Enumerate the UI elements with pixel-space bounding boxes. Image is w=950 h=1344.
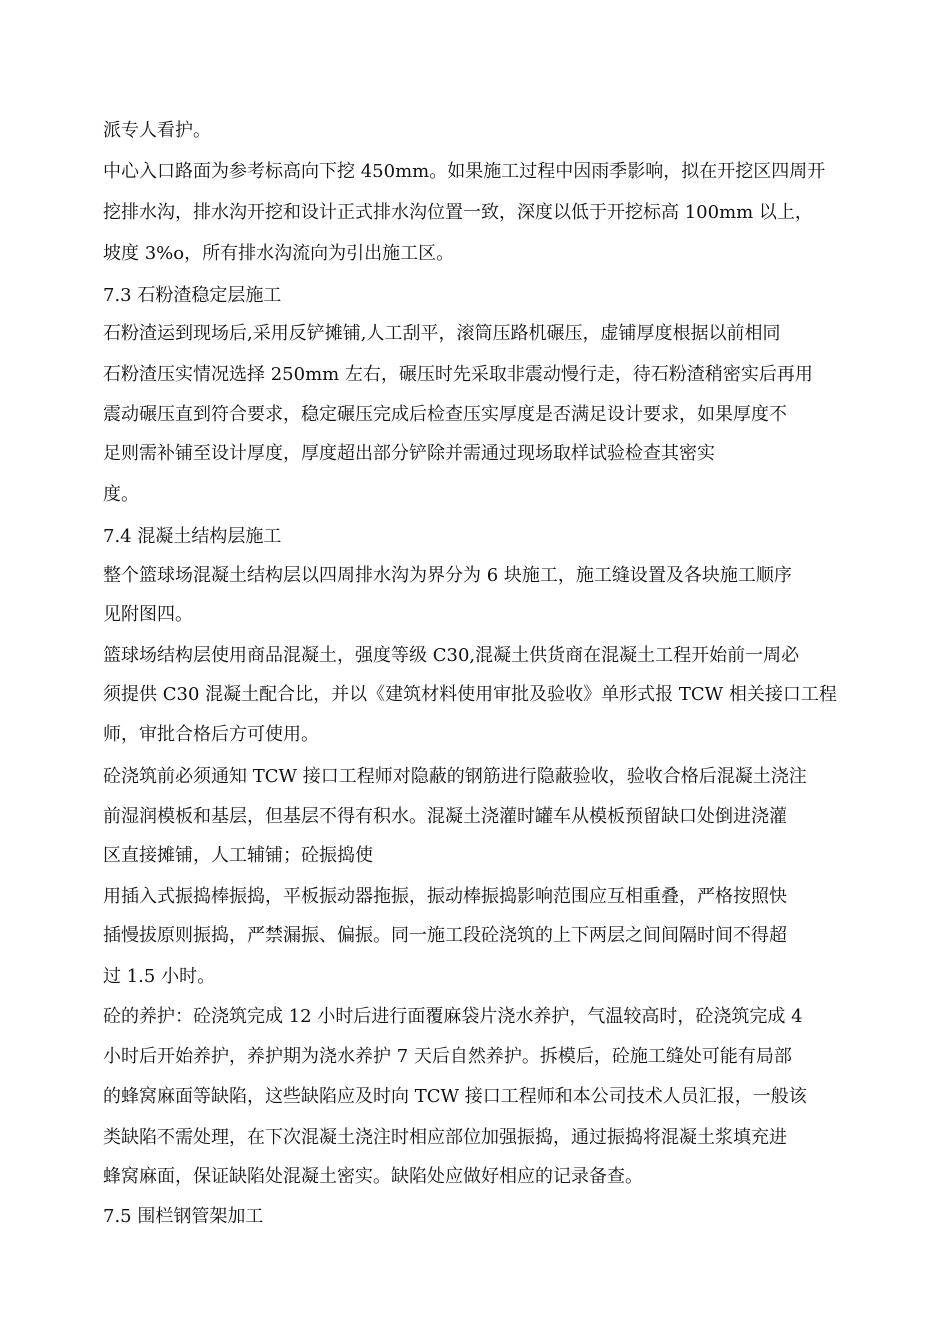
body-text-line: 石粉渣运到现场后,采用反铲摊铺,人工刮平，滚筒压路机碾压，虚铺厚度根据以前相同 [103,323,781,344]
section-heading: 7.3 石粉渣稳定层施工 [103,285,282,306]
body-text-line: 派专人看护。 [103,120,211,141]
body-text-line: 砼浇筑前必须通知 TCW 接口工程师对隐蔽的钢筋进行隐蔽验收，验收合格后混凝土浇注 [103,766,807,787]
body-text-line: 师，审批合格后方可使用。 [103,724,319,745]
body-text-line: 整个篮球场混凝土结构层以四周排水沟为界分为 6 块施工，施工缝设置及各块施工顺序 [103,565,792,586]
body-text-line: 蜂窝麻面，保证缺陷处混凝土密实。缺陷处应做好相应的记录备查。 [103,1166,643,1187]
body-text-line: 类缺陷不需处理，在下次混凝土浇注时相应部位加强振捣，通过振捣将混凝土浆填充进 [103,1127,787,1148]
body-text-line: 的蜂窝麻面等缺陷，这些缺陷应及时向 TCW 接口工程师和本公司技术人员汇报，一般该 [103,1086,807,1107]
body-text-line: 坡度 3%o，所有排水沟流向为引出施工区。 [103,243,455,264]
section-heading: 7.5 围栏钢管架加工 [103,1206,264,1227]
body-text-line: 见附图四。 [103,604,193,625]
body-text-line: 前湿润模板和基层，但基层不得有积水。混凝土浇灌时罐车从模板预留缺口处倒进浇灌 [103,806,787,827]
body-text-line: 中心入口路面为参考标高向下挖 450mm。如果施工过程中因雨季影响，拟在开挖区四周开 [103,161,826,182]
body-text-line: 砼的养护：砼浇筑完成 12 小时后进行面覆麻袋片浇水养护，气温较高时，砼浇筑完成 4 [103,1006,803,1027]
body-text-line: 小时后开始养护，养护期为浇水养护 7 天后自然养护。拆模后，砼施工缝处可能有局部 [103,1046,792,1067]
body-text-line: 震动碾压直到符合要求，稳定碾压完成后检查压实厚度是否满足设计要求，如果厚度不 [103,404,787,425]
body-text-line: 用插入式振捣棒振捣，平板振动器拖振，振动棒振捣影响范围应互相重叠，严格按照快 [103,886,787,907]
body-text-line: 区直接摊铺，人工辅铺；砼振捣使 [103,845,373,866]
section-heading: 7.4 混凝土结构层施工 [103,526,282,547]
body-text-line: 挖排水沟，排水沟开挖和设计正式排水沟位置一致，深度以低于开挖标高 100mm 以上， [103,202,813,223]
body-text-line: 度。 [103,484,139,505]
body-text-line: 插慢拔原则振捣，严禁漏振、偏振。同一施工段砼浇筑的上下两层之间间隔时间不得超 [103,925,787,946]
body-text-line: 足则需补铺至设计厚度，厚度超出部分铲除并需通过现场取样试验检查其密实 [103,443,715,464]
body-text-line: 石粉渣压实情况选择 250mm 左右，碾压时先采取非震动慢行走，待石粉渣稍密实后再用 [103,364,813,385]
body-text-line: 篮球场结构层使用商品混凝土，强度等级 C30,混凝土供货商在混凝土工程开始前一周必 [103,645,800,666]
body-text-line: 须提供 C30 混凝土配合比，并以《建筑材料使用审批及验收》单形式报 TCW 相关接口工程 [103,684,837,705]
body-text-line: 过 1.5 小时。 [103,966,216,987]
